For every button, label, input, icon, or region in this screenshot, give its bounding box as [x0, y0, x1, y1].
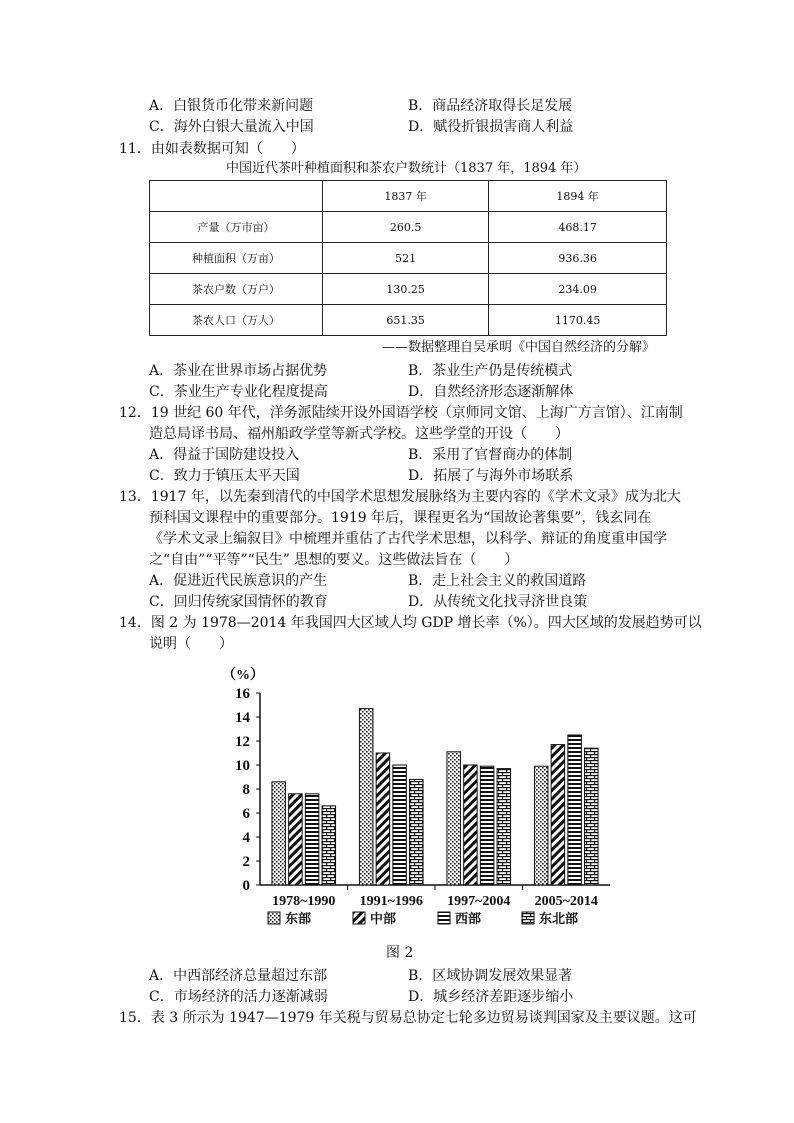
bar-diagonal	[464, 765, 478, 885]
table-row-label: 种植面积（万亩）	[150, 243, 323, 274]
table-row	[150, 243, 667, 274]
table-row-label: 茶农人口（万人）	[150, 305, 323, 336]
bar-horizontal	[480, 766, 494, 885]
table-row-label: 产量（万市亩）	[150, 212, 323, 243]
bar-brick	[585, 748, 599, 885]
y-tick-label: 16	[235, 686, 250, 702]
tea-statistics-table	[149, 180, 667, 336]
x-category-label: 1991~1996	[359, 894, 423, 909]
bar-dots	[272, 782, 286, 885]
table-cell: 1170.45	[489, 305, 667, 336]
q13-option-b: B．走上社会主义的救国道路	[408, 573, 587, 589]
bar-dots	[447, 752, 461, 885]
q15-stem-line-1: 15．表 3 所示为 1947—1979 年关税与贸易总协定七轮多边贸易谈判国家及主要议题。这可	[119, 1010, 697, 1026]
bar-brick	[497, 769, 511, 885]
y-tick-label: 10	[235, 758, 250, 774]
q12-option-a: A．得益于国防建设投入	[149, 447, 300, 463]
bar-dots	[534, 766, 548, 885]
table-cell: 521	[323, 243, 489, 274]
table-cell: 468.17	[489, 212, 667, 243]
q14-option-c: C．市场经济的活力逐渐减弱	[149, 989, 328, 1005]
q12-option-d: D．拓展了与海外市场联系	[408, 468, 574, 484]
q10-option-c: C．海外白银大量流入中国	[149, 119, 314, 135]
table-corner-cell	[150, 181, 323, 212]
q14-stem-line-1: 14．图 2 为 1978—2014 年我国四大区域人均 GDP 增长率（%）。四大区域的发展趋势可以	[119, 615, 702, 631]
q14-option-d: D．城乡经济差距逐步缩小	[408, 989, 574, 1005]
q10-option-d: D．赋役折银损害商人利益	[408, 119, 574, 135]
y-tick-label: 6	[242, 806, 250, 822]
bar-brick	[322, 806, 336, 885]
q11-option-b: B．茶业生产仍是传统模式	[408, 363, 573, 379]
x-category-label: 1997~2004	[447, 894, 511, 909]
x-category-label: 1978~1990	[272, 894, 336, 909]
q13-stem-line-2: 预科国文课程中的重要部分。1919 年后，课程更名为“国故论著集要”，钱玄同在	[149, 510, 652, 526]
legend-swatch-horizontal	[438, 912, 450, 924]
q13-option-a: A．促进近代民族意识的产生	[149, 573, 328, 589]
bar-diagonal	[289, 794, 303, 885]
bar-diagonal	[376, 753, 390, 885]
legend-label: 西部	[455, 911, 482, 926]
legend-label: 东北部	[539, 911, 579, 926]
table-cell: 130.25	[323, 274, 489, 305]
y-tick-label: 0	[242, 878, 250, 894]
y-tick-label: 8	[242, 782, 250, 798]
legend-swatch-diagonal	[353, 912, 365, 924]
q13-option-c: C．回归传统家国情怀的教育	[149, 594, 328, 610]
legend-label: 东部	[285, 911, 312, 926]
bar-brick	[410, 779, 424, 885]
q10-option-a: A．白银货币化带来新问题	[149, 98, 314, 114]
figure-label: 图 2	[386, 945, 414, 961]
q13-stem-line-3: 《学术文录上编叙目》中梳理并重估了古代学术思想，以科学、辩证的角度重申国学	[149, 531, 667, 547]
table-source: ——数据整理自吴承明《中国自然经济的分解》	[382, 340, 656, 355]
table-cell: 260.5	[323, 212, 489, 243]
q10-option-b: B．商品经济取得长足发展	[408, 98, 573, 114]
table-header-row	[150, 181, 667, 212]
x-category-label: 2005~2014	[534, 894, 598, 909]
y-tick-label: 14	[235, 710, 250, 726]
legend-swatch-dots	[268, 912, 280, 924]
q12-option-c: C．致力于镇压太平天国	[149, 468, 300, 484]
bar-horizontal	[393, 765, 407, 885]
table-row-label: 茶农户数（万户）	[150, 274, 323, 305]
y-tick-label: 4	[242, 830, 250, 846]
q11-option-c: C．茶业生产专业化程度提高	[149, 384, 328, 400]
bar-diagonal	[551, 745, 565, 885]
y-axis-unit-label: （%）	[222, 668, 264, 683]
gdp-growth-chart	[210, 655, 630, 940]
table-title: 中国近代茶叶种植面积和茶农户数统计（1837 年，1894 年）	[226, 161, 587, 176]
q12-stem-line-1: 12．19 世纪 60 年代，洋务派陆续开设外国语学校（京师同文馆、上海广方言馆）、江南制	[119, 405, 683, 421]
q11-option-d: D．自然经济形态逐渐解体	[408, 384, 574, 400]
table-cell: 651.35	[323, 305, 489, 336]
q14-option-a: A．中西部经济总量超过东部	[149, 968, 328, 984]
legend-swatch-brick	[522, 912, 534, 924]
table-row	[150, 212, 667, 243]
q14-option-b: B．区域协调发展效果显著	[408, 968, 573, 984]
q11-stem: 11．由如表数据可知（ ）	[119, 141, 305, 157]
table-cell: 234.09	[489, 274, 667, 305]
y-tick-label: 12	[235, 734, 250, 750]
bar-dots	[359, 709, 373, 885]
table-col-header-1894: 1894 年	[489, 181, 667, 212]
table-col-header-1837: 1837 年	[323, 181, 489, 212]
q11-option-a: A．茶业在世界市场占据优势	[149, 363, 328, 379]
q12-stem-line-2: 造总局译书局、福州船政学堂等新式学校。这些学堂的开设（ ）	[149, 426, 569, 442]
y-tick-label: 2	[242, 854, 250, 870]
q13-option-d: D．从传统文化找寻济世良策	[408, 594, 588, 610]
q13-stem-line-4: 之“自由”“平等”“民生” 思想的要义。这些做法旨在（ ）	[149, 552, 519, 568]
legend-label: 中部	[370, 911, 397, 926]
q12-option-b: B．采用了官督商办的体制	[408, 447, 573, 463]
bar-horizontal	[568, 735, 582, 885]
q13-stem-line-1: 13．1917 年，以先秦到清代的中国学术思想发展脉络为主要内容的《学术文录》成为北大	[119, 489, 681, 505]
table-row	[150, 274, 667, 305]
q14-stem-line-2: 说明（ ）	[149, 636, 233, 652]
bar-horizontal	[305, 794, 319, 885]
table-cell: 936.36	[489, 243, 667, 274]
table-row	[150, 305, 667, 336]
